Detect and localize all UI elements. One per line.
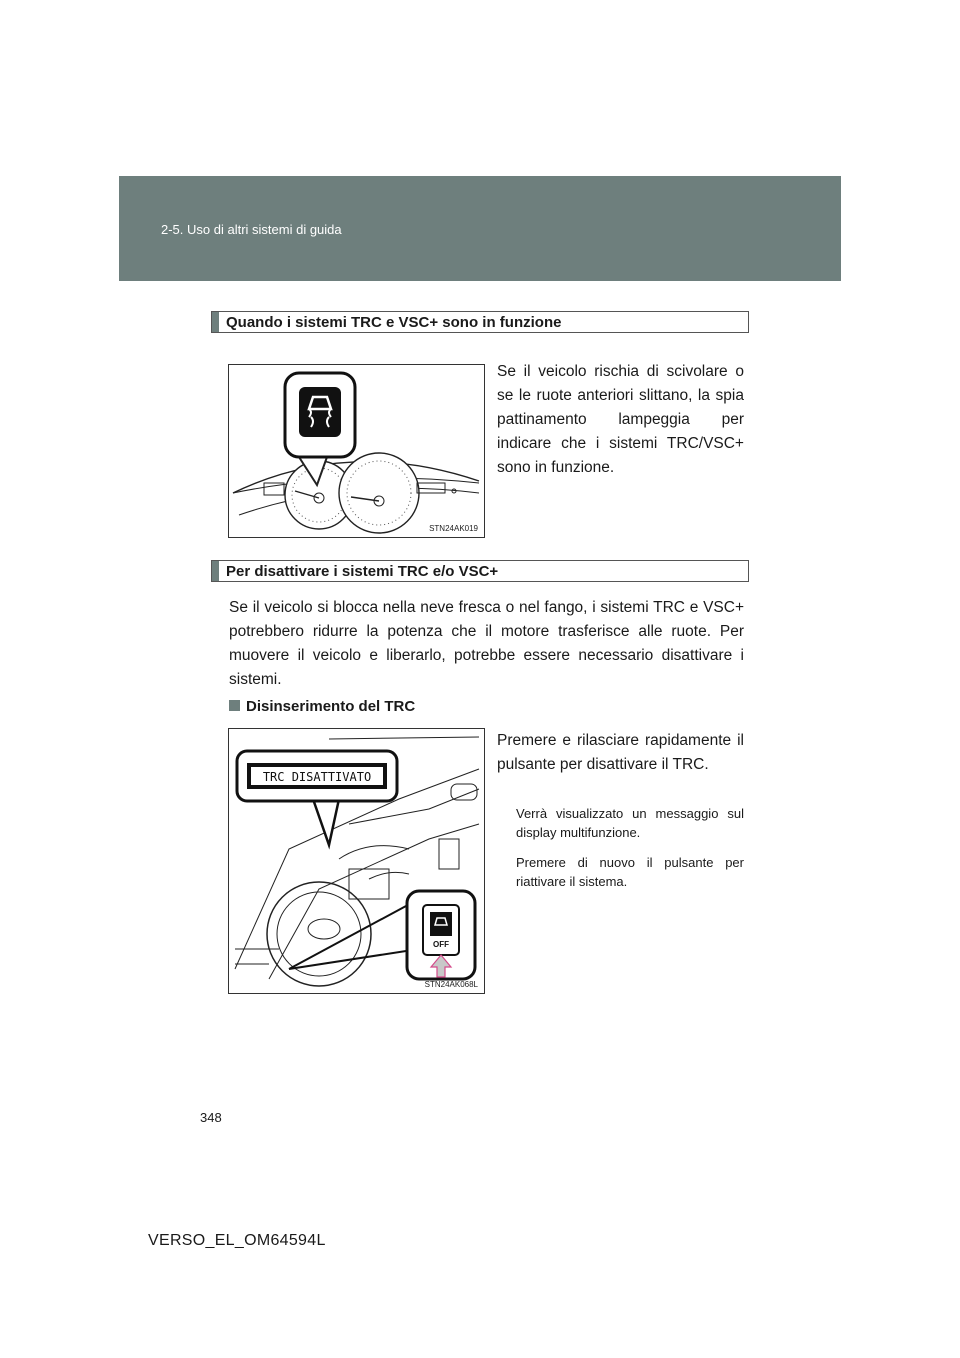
dashboard-illustration: [228, 728, 485, 994]
page-number: 348: [200, 1110, 222, 1125]
section2-instruction: Premere e rilasciare rapidamente il pulsante per disattivare il TRC.: [497, 732, 744, 773]
bullet-square-icon: [229, 700, 240, 711]
display-message-text: TRC DISATTIVATO: [262, 770, 372, 784]
document-code: VERSO_EL_OM64594L: [148, 1232, 326, 1249]
button-off-label: OFF: [433, 940, 449, 949]
slip-indicator-icon: [299, 387, 341, 437]
section-tab-marker: [212, 312, 219, 332]
subheading: [229, 698, 415, 715]
section-breadcrumb: 2-5. Uso di altri sistemi di guida: [161, 222, 342, 237]
section-title-bar: [211, 311, 749, 333]
instrument-cluster-illustration: [228, 364, 485, 538]
section1-paragraph: Se il veicolo rischia di scivolare o se le ruote anteriori slittano, la spia pattinamento lampeggia per indicare che i sistemi TRC/VSC+ sono in funzione.: [497, 363, 744, 476]
figure-code: STN24AK068L: [424, 980, 478, 989]
section-title: Per disattivare i sistemi TRC e/o VSC+: [226, 562, 499, 580]
header-band: [119, 176, 841, 281]
section-tab-marker: [212, 561, 219, 581]
section2-intro: Se il veicolo si blocca nella neve fresca o nel fango, i sistemi TRC e VSC+ potrebbero ridurre la potenza che il motore trasferisce alle ruote. Per muovere il veicolo e liberarlo, potrebbe essere necessario disattivare i sistemi.: [229, 599, 744, 688]
subheading-text: Disinserimento del TRC: [246, 698, 416, 715]
note-reactivate: Premere di nuovo il pulsante per riattivare il sistema.: [516, 855, 744, 889]
instrument-cluster-drawing: [229, 365, 484, 537]
note-message-display: Verrà visualizzato un messaggio sul display multifunzione.: [516, 806, 744, 840]
figure-code: STN24AK019: [429, 524, 478, 533]
dashboard-drawing: [229, 729, 484, 993]
section-title-bar: [211, 560, 749, 582]
speedometer-gauge: [339, 453, 419, 533]
section-title: Quando i sistemi TRC e VSC+ sono in funzione: [226, 313, 562, 331]
